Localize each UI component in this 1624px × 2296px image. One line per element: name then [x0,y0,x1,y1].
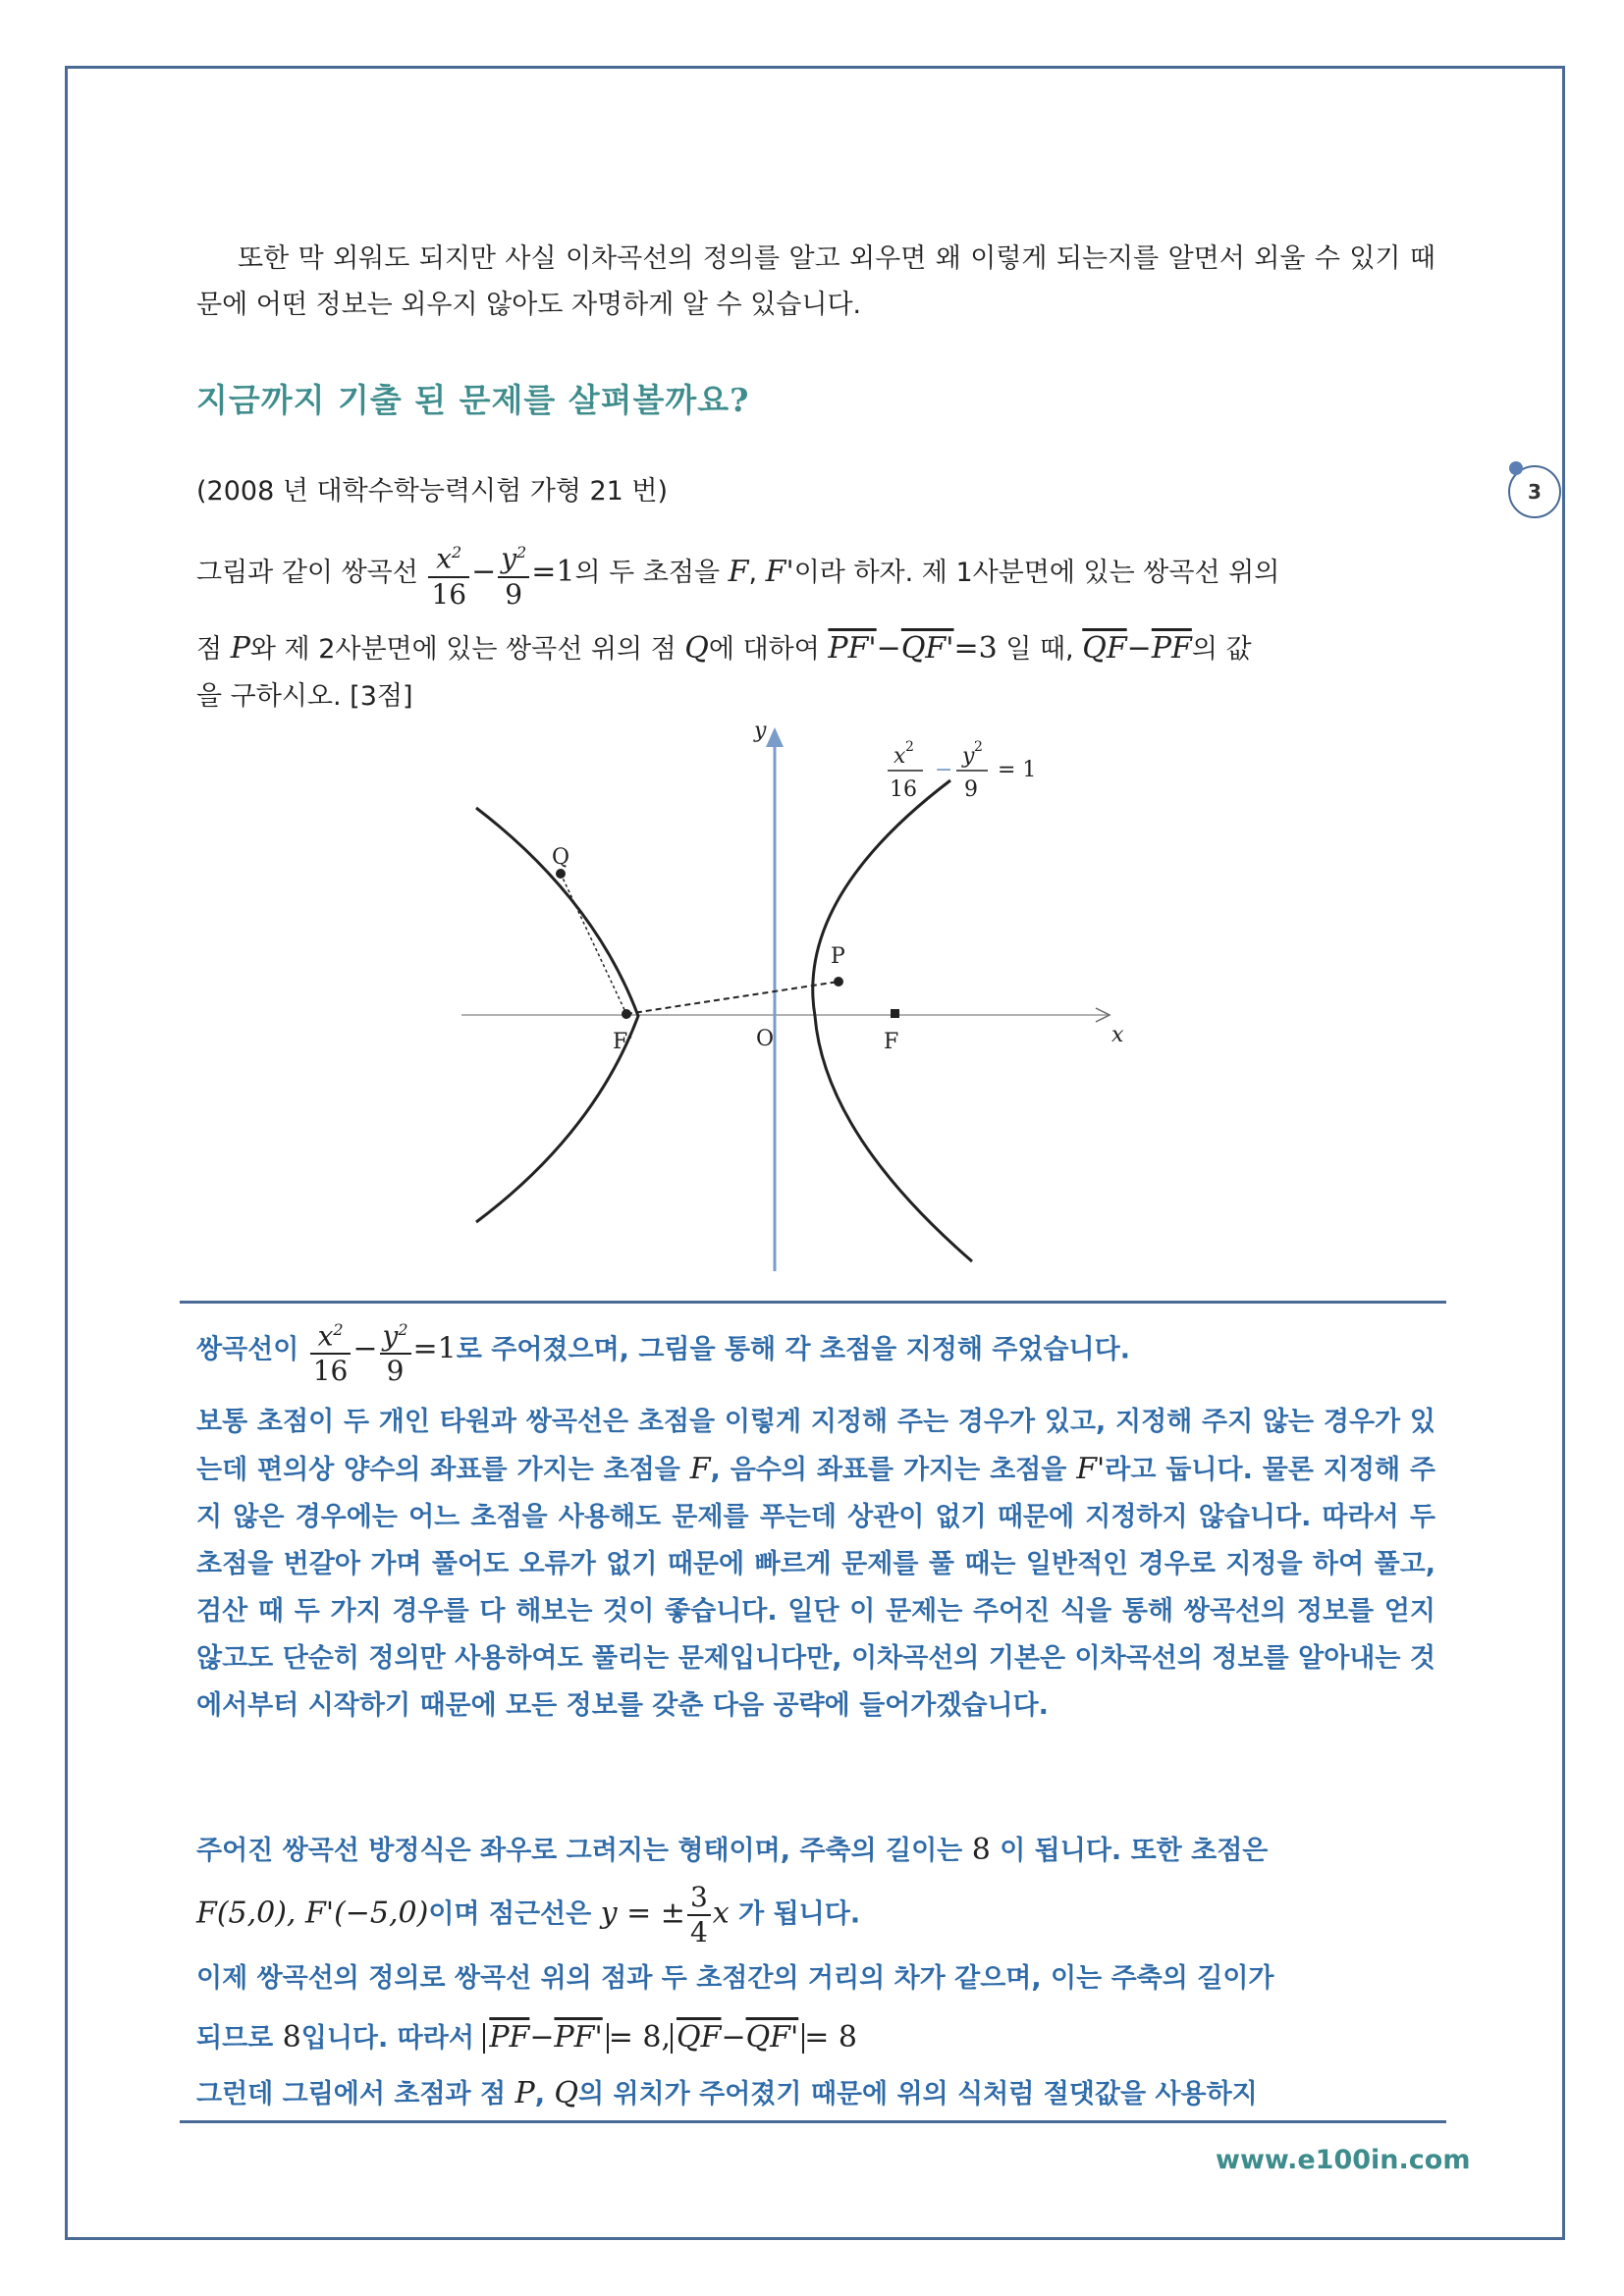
explanation-text: 되므로 [196,2023,274,2054]
point-P [834,977,843,987]
frac-3: 3 [687,1881,711,1916]
eq-minus: − [876,630,901,666]
explanation-line [196,1821,1435,1881]
fig-eq-rhs: = 1 [998,758,1037,782]
label-x-axis: x [1111,1023,1124,1047]
abs-PF [483,2020,608,2055]
explanation-text: 라고 둡니다. 물론 지정해 주지 않은 경우에는 어느 초점을 사용해도 문제를 푸는데 상관이 없기 때문에 지정하지 않습니다. 따라서 두 초점을 번갈아 가며 풀어도 오류가 없기 때문에 빠르게 문제를 풀 때는 일반적인 경우로 지정을 하여 풀고, 검산 때 두 가지 경우를 다 해보는 것이 좋습니다. 일단 이 문제는 주어진 식을 통해 쌍곡선의 정보를 얻지 않고도 단순히 정의만 사용하여도 풀리는 문제입니다만, 이차곡선의 기본은 이차곡선의 정보를 알아내는 것에서부터 시작하기 때문에 모든 정보를 갖춘 다음 공략에 들어가겠습니다. [196,1455,1435,1721]
badge-dot [1509,461,1523,475]
asymptote-fraction [687,1881,711,1949]
explanation-text: , [534,2079,545,2109]
explanation-line [196,1949,1435,2008]
eq-sq: 2 [398,1320,408,1339]
intro-paragraph: 또한 막 외워도 되지만 사실 이차곡선의 정의를 알고 외우면 왜 이렇게 되는지를 알면서 외울 수 있기 때문에 어떤 정보는 외우지 않아도 자명하게 알 수 있습니다. [196,243,1435,320]
label-Fprime: F' [613,1030,634,1054]
problem-text: 그림과 같이 쌍곡선 [196,558,418,588]
symbol-P: P [514,2076,535,2110]
eq-three: =3 [953,630,998,666]
asymptote-eq: y = ± [600,1896,685,1931]
problem-source: (2008 년 대학수학능력시험 가형 21 번) [196,476,669,507]
explanation-text: 그런데 그림에서 초점과 점 [196,2079,507,2109]
problem-text: 을 구하시오. [3점] [196,680,413,712]
segment-PF: $\overline{PF}$ [489,2020,530,2055]
explanation-text: 이며 점근선은 [428,1898,592,1930]
hyperbola-right-branch [813,780,972,1261]
eq-sq: 2 [333,1320,344,1339]
y-axis-arrow [766,727,784,747]
equation-fraction-y [380,1313,411,1388]
point-F [891,1009,899,1018]
fig-eq-y: y [962,744,975,769]
eq-sq: 2 [452,543,462,562]
segment-PFprime: PF' [828,630,877,666]
segment-QFprime: QF' [745,2020,799,2055]
fig-eq-9: 9 [964,777,978,802]
equation-fraction-y [498,536,529,611]
problem-text: 에 대하여 [708,633,820,665]
segment-QF: $\overline{QF}$ [1082,630,1127,666]
symbol-F: F [728,555,749,589]
explanation-text: 쌍곡선이 [196,1334,299,1365]
hyperbola-figure [432,712,1178,1281]
fig-eq-x: x [893,744,906,769]
eq-9: 9 [505,577,523,611]
explanation-text: 입니다. 따라서 [300,2023,474,2054]
eq-minus: − [1126,630,1152,666]
comma: , [748,558,758,588]
eq-eight: = 8, [608,2020,672,2055]
problem-text: 의 두 초점을 [574,558,721,588]
abs-QF [671,2020,804,2055]
explanation-text: 가 됩니다. [738,1898,861,1930]
equation-fraction-x [428,536,469,611]
fig-eq-sq: 2 [905,739,914,755]
eq-x: x [317,1319,334,1353]
explanation-p2 [196,1399,1435,1730]
explanation-text: , 음수의 좌표를 가지는 초점을 [710,1455,1067,1485]
problem-text: 와 제 2사분면에 있는 쌍곡선 위의 점 [249,633,677,665]
explanation-top-rule [180,1301,1446,1304]
problem-text: 점 [196,633,223,665]
segment-PF: $\overline{PF}$ [1151,630,1192,666]
page-number-badge: 3 [1508,465,1561,518]
value-eight: 8 [282,2020,301,2055]
eq-minus: − [529,2020,555,2055]
label-origin: O [756,1027,775,1051]
symbol-F: F [689,1452,711,1486]
problem-text: 의 값 [1191,633,1252,665]
eq-minus: − [471,555,497,589]
explanation-text: 보통 초점이 두 개인 타원과 쌍곡선은 초점을 이렇게 지정해 주는 경우가 있고, 지정해 주지 않는 경우가 있는데 편의상 양수의 좌표를 가지는 초점을 [196,1407,1435,1485]
eq-rhs: =1 [531,555,575,589]
explanation-bottom-rule [180,2120,1446,2123]
eq-rhs: =1 [412,1331,457,1366]
symbol-Fprime: F' [765,555,794,589]
segment-FprimeP-line [626,982,839,1014]
eq-16: 16 [431,577,467,611]
explanation-p1 [196,1313,1435,1388]
eq-y: y [501,542,517,575]
explanation-text: 이 됩니다. 또한 초점은 [1000,1836,1269,1866]
eq-minus: − [352,1331,378,1366]
eq-eight: = 8 [804,2020,858,2055]
foci-coordinates: F(5,0), F'(−5,0) [196,1896,429,1931]
explanation-line [196,2008,1435,2068]
point-Fprime [622,1009,631,1019]
label-y-axis: y [754,719,767,743]
symbol-Fprime: F' [1076,1452,1106,1486]
eq-9: 9 [386,1355,405,1388]
fig-eq-minus: − [935,758,953,782]
point-Q [556,869,566,879]
segment-PFprime: PF' [554,2020,603,2055]
symbol-P: P [230,630,250,666]
asymptote-x: x [712,1896,730,1931]
explanation-text: 의 위치가 주어졌기 때문에 위의 식처럼 절댓값을 사용하지 [577,2079,1258,2109]
eq-y: y [382,1319,399,1353]
eq-x: x [436,542,453,575]
equation-fraction-x [310,1313,352,1388]
problem-text: 이라 하자. 제 1사분면에 있는 쌍곡선 위의 [793,558,1280,588]
problem-text: 일 때, [1005,633,1074,665]
label-Q: Q [552,845,570,870]
label-P: P [831,944,845,969]
explanation-text: 이제 쌍곡선의 정의로 쌍곡선 위의 점과 두 초점간의 거리의 차가 같으며, 이는 주축의 길이가 [196,1963,1274,1994]
frac-4: 4 [689,1916,708,1949]
explanation-line [196,2068,1435,2120]
value-eight: 8 [971,1833,991,1867]
segment-QF: $\overline{QF}$ [677,2020,722,2055]
eq-minus: − [721,2020,746,2055]
symbol-Q: Q [684,630,709,666]
section-heading: 지금까지 기출 된 문제를 살펴볼까요? [196,381,750,419]
eq-sq: 2 [516,543,527,562]
symbol-Q: Q [554,2076,578,2110]
footer-url: www.e100in.com [1216,2145,1471,2175]
explanation-p3 [196,1821,1435,2120]
explanation-line [196,1881,1435,1949]
label-F: F [884,1030,899,1054]
explanation-text: 로 주어졌으며, 그림을 통해 각 초점을 지정해 주었습니다. [456,1334,1130,1365]
explanation-text: 주어진 쌍곡선 방정식은 좌우로 그려지는 형태이며, 주축의 길이는 [196,1836,963,1866]
eq-16: 16 [312,1355,349,1388]
segment-QFprime-line [561,874,626,1014]
segment-QFprime: QF' [900,630,954,666]
fig-eq-sq: 2 [974,739,983,755]
fig-eq-16: 16 [890,777,917,802]
